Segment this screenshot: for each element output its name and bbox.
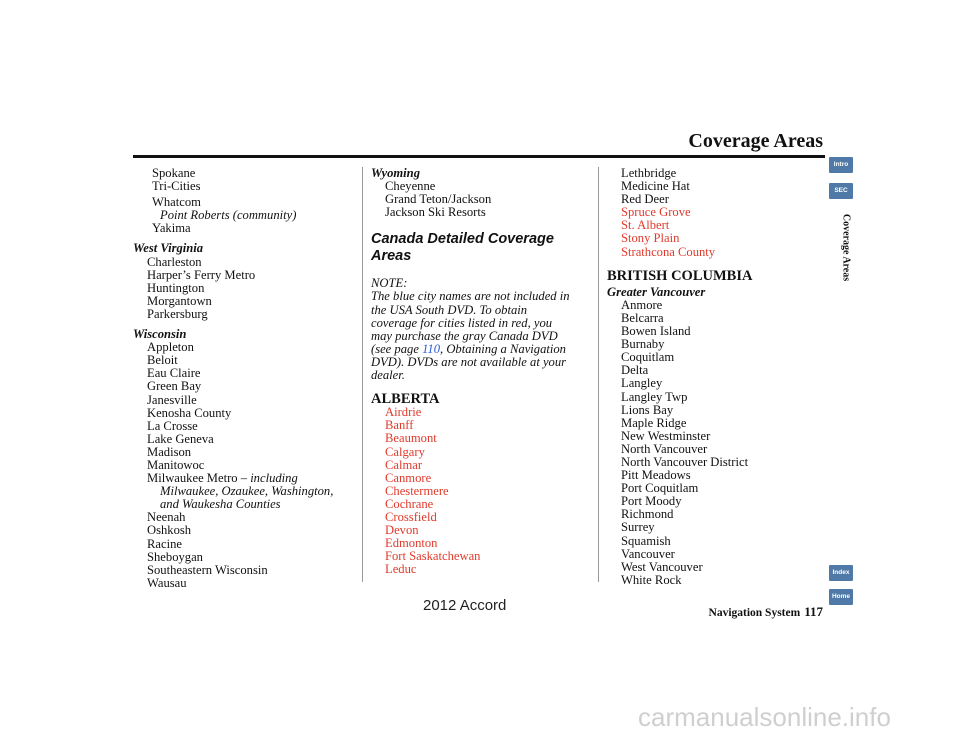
list-item: Richmond: [621, 507, 674, 522]
list-item: Appleton: [147, 340, 194, 355]
list-item: Kenosha County: [147, 405, 232, 420]
column-divider: [362, 167, 363, 582]
list-item: Beloit: [147, 353, 178, 368]
note-line: may purchase the gray Canada DVD: [371, 328, 558, 343]
list-item: Langley: [621, 376, 663, 391]
list-item: Oshkosh: [147, 523, 192, 538]
list-item: Jackson Ski Resorts: [385, 205, 486, 220]
list-item: Pitt Meadows: [621, 468, 691, 483]
list-item: Whatcom: [152, 195, 201, 210]
list-item: Neenah: [147, 510, 186, 525]
list-item: Port Moody: [621, 494, 682, 509]
intro-tab[interactable]: Intro: [829, 157, 853, 173]
column-divider: [598, 167, 599, 582]
list-item: Yakima: [152, 221, 191, 236]
sec-tab[interactable]: SEC: [829, 183, 853, 199]
list-item: West Vancouver: [621, 559, 703, 574]
state-heading-west-virginia: West Virginia: [133, 241, 204, 256]
list-item: Surrey: [621, 520, 655, 535]
list-item: Belcarra: [621, 310, 664, 325]
list-item: La Crosse: [147, 418, 198, 433]
note-line: The blue city names are not included in: [371, 289, 570, 304]
milwaukee-label: Milwaukee Metro –: [147, 471, 251, 486]
section-side-label: [836, 212, 854, 292]
list-item: Delta: [621, 363, 649, 378]
list-item: Edmonton: [385, 536, 438, 551]
index-tab[interactable]: Index: [829, 565, 853, 581]
province-heading-bc: BRITISH COLUMBIA: [607, 267, 753, 284]
note-line: dealer.: [371, 368, 405, 383]
column-2: [371, 167, 593, 576]
list-item: Fort Saskatchewan: [385, 549, 481, 564]
home-tab[interactable]: Home: [829, 589, 853, 605]
list-item: Beaumont: [385, 431, 437, 446]
note-line-with-link: [371, 343, 593, 356]
list-item: Harper’s Ferry Metro: [147, 267, 256, 282]
page-number: 117: [804, 604, 823, 619]
list-item: Spokane: [152, 166, 196, 180]
list-item: Huntington: [147, 280, 205, 295]
note-line: the USA South DVD. To obtain: [371, 302, 528, 317]
page-link[interactable]: 110: [422, 341, 441, 356]
note-text: , Obtaining a Navigation: [440, 341, 566, 356]
list-item: Crossfield: [385, 509, 437, 524]
list-item: Lions Bay: [621, 402, 674, 417]
list-item: Tri-Cities: [152, 179, 201, 194]
list-item: Charleston: [147, 254, 202, 269]
list-item: St. Albert: [621, 218, 670, 233]
list-item: Sheboygan: [147, 549, 203, 564]
list-item: Calmar: [385, 457, 423, 472]
list-item: Racine: [147, 536, 182, 551]
list-subitem: Point Roberts (community): [160, 208, 297, 223]
list-item: Anmore: [621, 297, 663, 312]
model-label: 2012 Accord: [423, 597, 507, 614]
canada-heading-line-1: Canada Detailed Coverage: [371, 231, 554, 248]
list-item: Southeastern Wisconsin: [147, 562, 268, 577]
footer-label: Navigation System: [708, 607, 801, 619]
list-item: Chestermere: [385, 483, 449, 498]
list-item: Squamish: [621, 533, 671, 548]
list-item: Medicine Hat: [621, 179, 690, 194]
list-item: North Vancouver District: [621, 454, 749, 469]
note-line: coverage for cities listed in red, you: [371, 315, 553, 330]
list-item: Cochrane: [385, 496, 434, 511]
list-item: Devon: [385, 523, 419, 538]
list-item: Red Deer: [621, 192, 669, 207]
list-item: Bowen Island: [621, 324, 691, 339]
list-item: Calgary: [385, 444, 425, 459]
list-item: Parkersburg: [147, 306, 208, 321]
column-1: [133, 167, 358, 590]
page-title: Coverage Areas: [688, 130, 823, 152]
list-item: Langley Twp: [621, 389, 688, 404]
list-item: Maple Ridge: [621, 415, 687, 430]
state-heading-wisconsin: Wisconsin: [133, 327, 187, 342]
list-item: Banff: [385, 418, 414, 433]
note-line: DVD). DVDs are not available at your: [371, 354, 567, 369]
list-item: North Vancouver: [621, 441, 708, 456]
list-item: New Westminster: [621, 428, 711, 443]
list-item: Grand Teton/Jackson: [385, 192, 492, 207]
milwaukee-including: including: [250, 471, 298, 486]
list-item: Green Bay: [147, 379, 202, 394]
list-item: Wausau: [147, 575, 187, 590]
list-item: Vancouver: [621, 546, 675, 561]
column-3: [607, 167, 822, 587]
list-item: Strathcona County: [621, 244, 716, 259]
list-item: Port Coquitlam: [621, 481, 699, 496]
list-item: Airdrie: [385, 405, 422, 420]
list-item: Lethbridge: [621, 166, 677, 180]
canada-heading-line-2: Areas: [371, 248, 412, 265]
list-item: Madison: [147, 444, 192, 459]
list-item: Burnaby: [621, 337, 665, 352]
list-item: Janesville: [147, 392, 197, 407]
list-item: Lake Geneva: [147, 431, 214, 446]
note-text: (see page: [371, 341, 423, 356]
note-title: NOTE:: [371, 276, 408, 291]
list-item: Coquitlam: [621, 350, 675, 365]
list-item: Cheyenne: [385, 179, 436, 194]
list-item: Canmore: [385, 470, 432, 485]
list-item: Leduc: [385, 562, 417, 577]
section-side-label-text: Coverage Areas: [840, 213, 852, 282]
page-footer: [709, 604, 823, 620]
title-rule: [133, 155, 825, 158]
list-item: White Rock: [621, 572, 682, 587]
list-item: Spruce Grove: [621, 205, 691, 220]
list-item: Morgantown: [147, 293, 212, 308]
state-heading-wyoming: Wyoming: [371, 166, 420, 180]
list-item: Manitowoc: [147, 457, 205, 472]
region-heading-greater-vancouver: Greater Vancouver: [607, 284, 706, 299]
list-item: Eau Claire: [147, 366, 201, 381]
watermark: carmanualsonline.info: [638, 702, 891, 732]
list-subitem: and Waukesha Counties: [160, 497, 281, 512]
province-heading-alberta: ALBERTA: [371, 391, 440, 408]
list-item: Stony Plain: [621, 231, 680, 246]
list-subitem: Milwaukee, Ozaukee, Washington,: [160, 484, 334, 499]
